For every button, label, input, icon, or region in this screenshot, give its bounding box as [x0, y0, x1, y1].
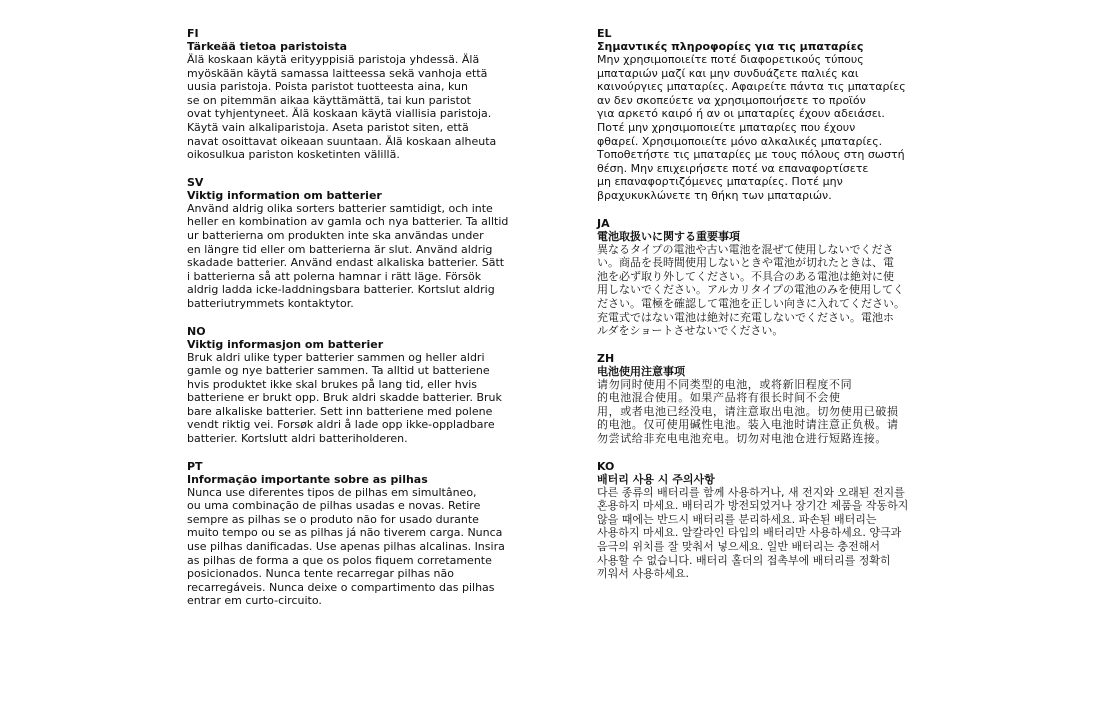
- body-line: θέση. Μην επιχειρήσετε ποτέ να επαναφορτίσετε: [597, 161, 869, 175]
- body-line: 다른 종류의 배터리를 함께 사용하거나, 새 전지와 오래된 전지를: [597, 485, 905, 499]
- section-title: Viktig informasjon om batterier: [187, 337, 384, 351]
- section-body: [597, 486, 947, 581]
- section-body: [187, 351, 532, 446]
- section-ja: [597, 217, 947, 338]
- body-line: posicionados. Nunca tente recarregar pilhas não: [187, 567, 455, 581]
- section-pt: [187, 460, 532, 608]
- body-line: as pilhas de forma a que os polos fiquem corretamente: [187, 553, 492, 567]
- body-line: Ποτέ μην χρησιμοποιείτε μπαταρίες που έχουν: [597, 120, 856, 134]
- body-line: muito tempo ou se as pilhas já não tiverem carga. Nunca: [187, 526, 503, 540]
- section-body: [597, 243, 947, 338]
- body-line: 的电池混合使用。如果产品将有很长时间不会使: [597, 391, 841, 405]
- section-body: [597, 53, 947, 203]
- body-line: 사용하지 마세요. 알칼라인 타입의 배터리만 사용하세요. 양극과: [597, 526, 902, 540]
- body-line: βραχυκυκλώνετε τη θήκη των μπαταριών.: [597, 188, 832, 202]
- body-line: 사용할 수 없습니다. 배터리 홀더의 접촉부에 배터리를 정확히: [597, 553, 891, 567]
- section-body: [187, 53, 532, 162]
- body-line: vendt riktig vei. Forsøk aldri å lade opp ikke-oppladbare: [187, 418, 495, 432]
- body-line: Τοποθετήστε τις μπαταρίες με τους πόλους στη σωστή: [597, 148, 905, 162]
- body-line: batterier. Kortslutt aldri batteriholderen.: [187, 432, 408, 446]
- body-line: ルダをショートさせないでください。: [597, 324, 784, 338]
- section-zh: [597, 352, 947, 446]
- body-line: 끼워서 사용하세요.: [597, 567, 690, 581]
- body-line: ださい。電極を確認して電池を正しい向きに入れてください。: [597, 296, 905, 310]
- section-body: [597, 378, 947, 446]
- language-code: KO: [597, 459, 615, 473]
- body-line: 用，或者电池已经没电，请注意取出电池。切勿使用已破损: [597, 404, 899, 418]
- body-line: い。商品を長時間使用しないときや電池が切れたときは、電: [597, 256, 894, 270]
- right-column: [597, 27, 947, 581]
- section-title: 電池取扱いに関する重要事項: [597, 229, 740, 243]
- body-line: 池を必ず取り外してください。不具合のある電池は絶対に使: [597, 269, 894, 283]
- body-line: 음극의 위치를 잘 맞춰서 넣으세요. 일반 배터리는 충전해서: [597, 540, 880, 554]
- language-code: PT: [187, 459, 203, 473]
- body-line: en längre tid eller om batterierna är slut. Använd aldrig: [187, 242, 493, 256]
- section-sv: [187, 176, 532, 311]
- body-line: 혼용하지 마세요. 배터리가 방전되었거나 장기간 제품을 작동하지: [597, 499, 909, 513]
- section-no: [187, 325, 532, 446]
- body-line: se on pitemmän aikaa käyttämättä, tai kun paristot: [187, 93, 471, 107]
- body-line: Käytä vain alkaliparistoja. Aseta paristot siten, että: [187, 120, 469, 134]
- body-line: για αρκετό καιρό ή αν οι μπαταρίες έχουν αδειάσει.: [597, 107, 885, 121]
- section-ko: [597, 460, 947, 581]
- body-line: gamle og nye batterier sammen. Ta alltid ut batteriene: [187, 364, 490, 378]
- body-line: 勿尝试给非充电电池充电。切勿对电池仓进行短路连接。: [597, 432, 887, 446]
- language-code: ZH: [597, 351, 615, 365]
- body-line: Använd aldrig olika sorters batterier samtidigt, och inte: [187, 201, 493, 215]
- body-line: i batterierna så att polerna hamnar i rätt läge. Försök: [187, 269, 482, 283]
- body-line: 请勿同时使用不同类型的电池，或将新旧程度不同: [597, 377, 853, 391]
- body-line: uusia paristoja. Poista paristot tuotteesta aina, kun: [187, 80, 468, 94]
- section-el: [597, 27, 947, 203]
- section-title: Σημαντικές πληροφορίες για τις μπαταρίες: [597, 40, 864, 53]
- body-line: batteriutrymmets kontaktytor.: [187, 296, 354, 310]
- language-code: FI: [187, 27, 199, 40]
- body-line: sempre as pilhas se o produto não for usado durante: [187, 512, 479, 526]
- body-line: navat osoittavat oikeaan suuntaan. Älä koskaan alheuta: [187, 134, 497, 148]
- body-line: 異なるタイプの電池や古い電池を混ぜて使用しないでくださ: [597, 242, 894, 256]
- section-title: Viktig information om batterier: [187, 188, 382, 202]
- body-line: μη επαναφορτιζόμενες μπαταρίες. Ποτέ μην: [597, 175, 843, 189]
- body-line: recarregáveis. Nunca deixe o compartimento das pilhas: [187, 580, 495, 594]
- language-code: SV: [187, 175, 204, 189]
- body-line: heller en kombination av gamla och nya batterier. Ta alltid: [187, 215, 509, 229]
- body-line: 的电池。仅可使用碱性电池。装入电池时请注意正负极。请: [597, 418, 899, 432]
- body-line: batteriene er brukt opp. Bruk aldri skadde batterier. Bruk: [187, 391, 502, 405]
- body-line: 充電式ではない電池は絶対に充電しないでください。電池ホ: [597, 310, 894, 324]
- body-line: καινούργιες μπαταρίες. Αφαιρείτε πάντα τις μπαταρίες: [597, 80, 906, 94]
- body-line: Älä koskaan käytä erityyppisiä paristoja yhdessä. Älä: [187, 53, 480, 66]
- section-body: [187, 486, 532, 608]
- body-line: φθαρεί. Χρησιμοποιείτε μόνο αλκαλικές μπαταρίες.: [597, 134, 883, 148]
- body-line: bare alkaliske batterier. Sett inn batteriene med polene: [187, 404, 493, 418]
- section-fi: [187, 27, 532, 162]
- left-column: [187, 27, 532, 608]
- body-line: 않을 때에는 반드시 배터리를 분리하세요. 파손된 배터리는: [597, 512, 877, 526]
- body-line: ou uma combinação de pilhas usadas e novas. Retire: [187, 499, 481, 513]
- language-code: NO: [187, 324, 206, 338]
- section-body: [187, 202, 532, 311]
- body-line: hvis produktet ikke skal brukes på lang tid, eller hvis: [187, 377, 478, 391]
- body-line: entrar em curto-circuito.: [187, 594, 322, 608]
- body-line: skadade batterier. Använd endast alkaliska batterier. Sätt: [187, 256, 505, 270]
- section-title: 电池使用注意事项: [597, 364, 685, 378]
- section-title: Informação importante sobre as pilhas: [187, 472, 428, 486]
- body-line: αν δεν σκοπεύετε να χρησιμοποιήσετε το προϊόν: [597, 93, 866, 107]
- body-line: ovat tyhjentyneet. Älä koskaan käytä viallisia paristoja.: [187, 107, 492, 121]
- body-line: Μην χρησιμοποιείτε ποτέ διαφορετικούς τύπους: [597, 53, 864, 66]
- body-line: μπαταριών μαζί και μην συνδυάζετε παλιές και: [597, 66, 859, 80]
- section-title: Tärkeää tietoa paristoista: [187, 40, 348, 53]
- body-line: Bruk aldri ulike typer batterier sammen og heller aldri: [187, 350, 485, 364]
- section-title: 배터리 사용 시 주의사항: [597, 472, 715, 486]
- body-line: 用しないでください。アルカリタイプの電池のみを使用してく: [597, 283, 905, 297]
- body-line: myöskään käytä samassa laitteessa sekä vanhoja että: [187, 66, 488, 80]
- language-code: EL: [597, 27, 612, 40]
- body-line: use pilhas danificadas. Use apenas pilhas alcalinas. Insira: [187, 540, 505, 554]
- body-line: oikosulkua pariston kosketinten välillä.: [187, 148, 400, 162]
- language-code: JA: [597, 216, 610, 230]
- body-line: Nunca use diferentes tipos de pilhas em simultâneo,: [187, 485, 477, 499]
- body-line: ur batterierna om produkten inte ska användas under: [187, 228, 484, 242]
- body-line: aldrig ladda icke-laddningsbara batterier. Kortslut aldrig: [187, 283, 495, 297]
